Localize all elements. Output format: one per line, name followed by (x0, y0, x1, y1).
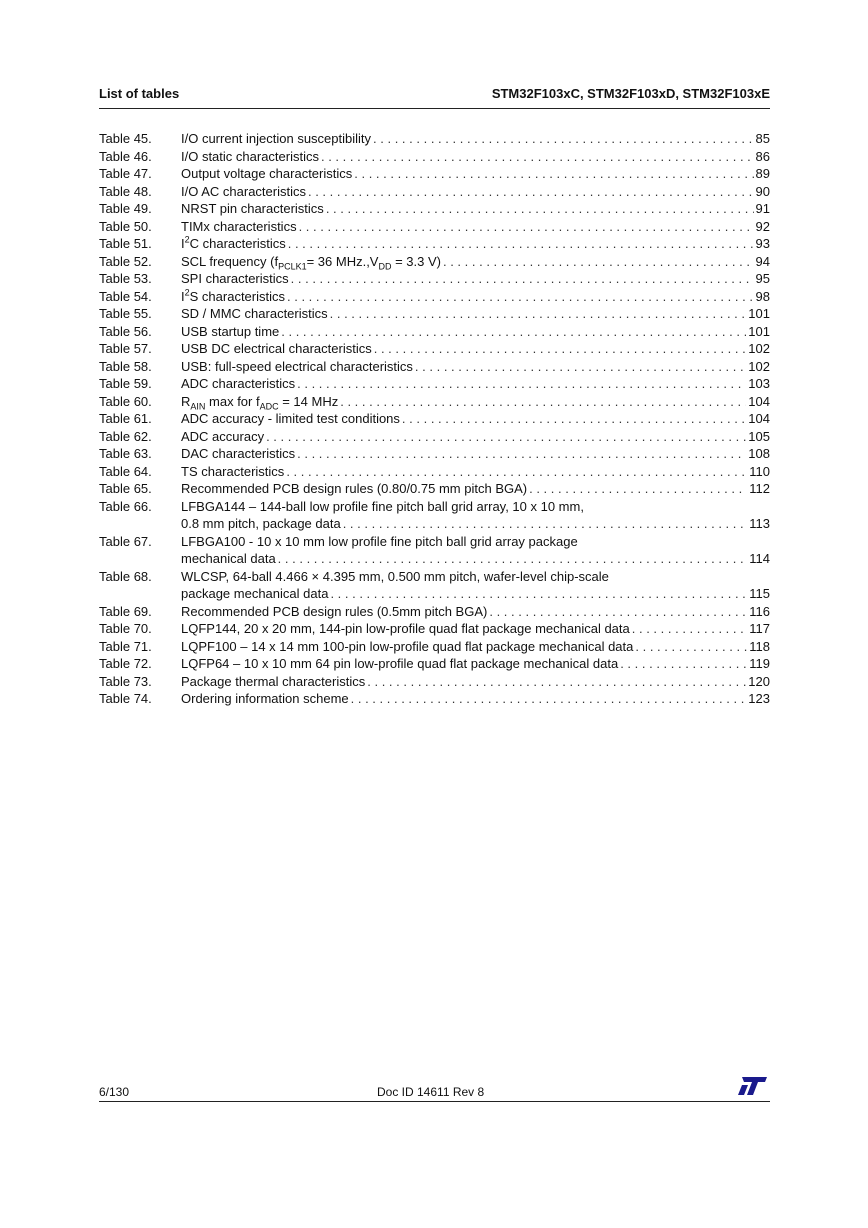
toc-title-part: = 36 MHz.,V (306, 253, 379, 269)
table-number: Table 71. (99, 638, 152, 654)
toc-page-number: 103 (748, 376, 770, 391)
dot-leader (330, 305, 747, 323)
toc-title: Ordering information scheme (181, 691, 349, 706)
toc-title: ADC accuracy (181, 428, 265, 444)
toc-entry[interactable] (99, 428, 770, 446)
table-number: Table 65. (99, 481, 152, 496)
toc-title-part: 2 (184, 287, 190, 298)
table-number: Table 45. (99, 131, 152, 146)
dot-leader (299, 218, 754, 236)
toc-title-part: I (181, 288, 185, 304)
toc-title: Package thermal characteristics (181, 673, 366, 689)
toc-entry[interactable] (99, 235, 770, 253)
toc-title: Recommended PCB design rules (0.80/0.75 mm pitch BGA) (181, 481, 528, 496)
dot-leader (308, 183, 754, 201)
table-number: Table 49. (99, 201, 152, 216)
toc-title-part: PCLK1 (278, 261, 307, 272)
toc-title: USB DC electrical characteristics (181, 341, 372, 356)
table-number: Table 63. (99, 446, 152, 461)
toc-title: USB startup time (181, 323, 280, 339)
toc-title: DAC characteristics (181, 446, 296, 461)
toc-entry[interactable] (99, 358, 770, 376)
toc-entry[interactable] (99, 253, 770, 271)
toc-title: Output voltage characteristics (181, 166, 353, 181)
toc-title: TS characteristics (181, 463, 285, 479)
toc-title-part: S characteristics (189, 288, 286, 304)
toc-title: USB: full-speed electrical characteristics (181, 358, 413, 374)
toc-title-line: LFBGA144 – 144-ball low profile fine pitch ball grid array, 10 x 10 mm, (181, 498, 584, 514)
toc-title: LQFP144, 20 x 20 mm, 144-pin low-profile quad flat package mechanical data (181, 621, 630, 636)
toc-page-number: 105 (748, 428, 770, 444)
toc-page-number: 115 (749, 586, 770, 601)
dot-leader (415, 358, 746, 376)
dot-leader (281, 323, 746, 341)
toc-page-number: 98 (755, 288, 770, 304)
toc-page-number: 104 (748, 411, 770, 426)
toc-title: TIMx characteristics (181, 218, 297, 234)
dot-leader (340, 393, 746, 411)
table-number: Table 72. (99, 656, 152, 671)
dot-leader (351, 690, 747, 708)
toc-title-part: ADC (259, 401, 279, 412)
table-number: Table 58. (99, 358, 152, 374)
table-number: Table 62. (99, 428, 152, 444)
toc-title-part: = 14 MHz (278, 393, 339, 409)
toc-page-number: 113 (749, 516, 770, 531)
toc-title: SPI characteristics (181, 271, 289, 286)
toc-entry[interactable] (99, 130, 770, 148)
dot-leader (632, 620, 748, 638)
dot-leader (330, 585, 747, 603)
toc-title: LQFP64 – 10 x 10 mm 64 pin low-profile quad flat package mechanical data (181, 656, 619, 671)
table-number: Table 47. (99, 166, 152, 181)
toc-entry[interactable] (99, 480, 770, 498)
table-number: Table 60. (99, 393, 152, 409)
toc-page-number: 90 (755, 183, 770, 199)
toc-page-number: 114 (749, 551, 770, 566)
toc-title-part: SCL frequency (f (181, 253, 279, 269)
toc-title-part: C characteristics (189, 236, 286, 251)
table-number: Table 48. (99, 183, 152, 199)
dot-leader (297, 445, 746, 463)
toc-page-number: 94 (755, 253, 770, 269)
toc-page-number: 116 (749, 603, 770, 619)
toc-title (181, 288, 285, 306)
toc-title (181, 393, 338, 411)
toc-title: mechanical data (181, 551, 276, 566)
table-number: Table 55. (99, 306, 152, 321)
dot-leader (635, 638, 747, 656)
toc-title: I/O AC characteristics (181, 183, 306, 199)
table-number: Table 54. (99, 288, 152, 304)
dot-leader (266, 428, 746, 446)
section-title: List of tables (99, 86, 180, 101)
table-number: Table 61. (99, 411, 152, 426)
toc-entry[interactable] (99, 673, 770, 691)
toc-page-number: 85 (755, 131, 770, 146)
toc-title: Recommended PCB design rules (0.5mm pitch BGA) (181, 603, 488, 619)
toc-entry[interactable] (99, 288, 770, 306)
toc-title-part: DD (378, 261, 392, 272)
toc-page-number: 92 (755, 218, 770, 234)
document-title: STM32F103xC, STM32F103xD, STM32F103xE (491, 86, 770, 101)
toc-page-number: 89 (755, 166, 770, 181)
table-number: Table 69. (99, 603, 152, 619)
toc-page-number: 93 (755, 236, 770, 251)
dot-leader (529, 480, 747, 498)
toc-title-part: R (181, 393, 191, 409)
table-number: Table 64. (99, 463, 152, 479)
toc-page-number: 101 (748, 323, 770, 339)
dot-leader (291, 270, 754, 288)
toc-title: 0.8 mm pitch, package data (181, 516, 341, 531)
toc-entry[interactable] (99, 498, 770, 533)
dot-leader (321, 148, 754, 166)
toc-title-line: WLCSP, 64-ball 4.466 × 4.395 mm, 0.500 mm pitch, wafer-level chip-scale (181, 568, 609, 584)
toc-title-part: AIN (190, 401, 206, 412)
toc-entry[interactable] (99, 375, 770, 393)
toc-title: ADC characteristics (181, 376, 296, 391)
dot-leader (373, 130, 754, 148)
toc-title: I/O static characteristics (181, 148, 319, 164)
dot-leader (374, 340, 747, 358)
toc-title: LQPF100 – 14 x 14 mm 100-pin low-profile quad flat package mechanical data (181, 638, 634, 654)
toc-title-part: I (181, 236, 185, 251)
toc-page-number: 118 (749, 638, 770, 654)
toc-entry[interactable] (99, 603, 770, 621)
table-number: Table 46. (99, 148, 152, 164)
toc-title-line: LFBGA100 - 10 x 10 mm low profile fine pitch ball grid array package (181, 533, 578, 549)
toc-title: ADC accuracy - limited test conditions (181, 411, 400, 426)
table-number: Table 59. (99, 376, 152, 391)
toc-entry[interactable] (99, 533, 770, 568)
dot-leader (367, 673, 746, 691)
toc-page-number: 104 (748, 393, 770, 409)
toc-entry[interactable] (99, 690, 770, 708)
table-number: Table 70. (99, 621, 152, 636)
doc-id: Doc ID 14611 Rev 8 (377, 1085, 485, 1099)
toc-entry[interactable] (99, 410, 770, 428)
toc-page-number: 110 (749, 463, 770, 479)
dot-leader (278, 550, 748, 568)
toc-entry[interactable] (99, 445, 770, 463)
toc-page-number: 101 (748, 306, 770, 321)
toc-page-number: 102 (748, 341, 770, 356)
page-footer (99, 1085, 770, 1102)
table-number: Table 73. (99, 673, 152, 689)
toc-entry[interactable] (99, 165, 770, 183)
toc-page-number: 102 (748, 358, 770, 374)
toc-page-number: 119 (749, 656, 770, 671)
toc-page-number: 120 (748, 673, 770, 689)
table-of-contents (99, 130, 770, 708)
toc-entry[interactable] (99, 655, 770, 673)
table-number: Table 68. (99, 568, 152, 584)
toc-entry[interactable] (99, 638, 770, 656)
toc-title-part: max for f (205, 393, 260, 409)
toc-page-number: 95 (755, 271, 770, 286)
toc-entry[interactable] (99, 568, 770, 603)
toc-title: SD / MMC characteristics (181, 306, 328, 321)
toc-entry[interactable] (99, 148, 770, 166)
toc-entry[interactable] (99, 218, 770, 236)
toc-page-number: 108 (748, 446, 770, 461)
toc-entry[interactable] (99, 340, 770, 358)
dot-leader (297, 375, 746, 393)
page-number: 6/130 (99, 1085, 130, 1099)
toc-entry[interactable] (99, 270, 770, 288)
table-number: Table 56. (99, 323, 152, 339)
toc-title: I/O current injection susceptibility (181, 131, 372, 146)
dot-leader (443, 253, 754, 271)
toc-page-number: 123 (748, 691, 770, 706)
table-number: Table 57. (99, 341, 152, 356)
toc-entry[interactable] (99, 305, 770, 323)
toc-page-number: 91 (755, 201, 770, 216)
toc-title-part: = 3.3 V) (391, 253, 441, 269)
table-number: Table 53. (99, 271, 152, 286)
table-number: Table 74. (99, 691, 152, 706)
dot-leader (343, 515, 748, 533)
dot-leader (288, 235, 754, 253)
table-number: Table 52. (99, 253, 152, 269)
dot-leader (326, 200, 754, 218)
st-logo-icon (736, 1075, 768, 1097)
dot-leader (354, 165, 753, 183)
table-number: Table 51. (99, 236, 152, 251)
toc-entry[interactable] (99, 183, 770, 201)
dot-leader (489, 603, 747, 621)
toc-title: NRST pin characteristics (181, 201, 324, 216)
page-header (99, 86, 770, 109)
toc-title (181, 235, 286, 253)
toc-title (181, 253, 441, 271)
toc-title-part: 2 (184, 234, 190, 245)
toc-page-number: 112 (749, 481, 770, 496)
toc-page-number: 117 (749, 621, 770, 636)
toc-page-number: 86 (755, 148, 770, 164)
dot-leader (286, 463, 747, 481)
dot-leader (287, 288, 754, 306)
toc-entry[interactable] (99, 463, 770, 481)
table-number: Table 67. (99, 533, 152, 549)
toc-title: package mechanical data (181, 586, 329, 601)
table-number: Table 50. (99, 218, 152, 234)
dot-leader (620, 655, 747, 673)
toc-entry[interactable] (99, 620, 770, 638)
toc-entry[interactable] (99, 393, 770, 411)
toc-entry[interactable] (99, 323, 770, 341)
dot-leader (402, 410, 746, 428)
toc-entry[interactable] (99, 200, 770, 218)
table-number: Table 66. (99, 498, 152, 514)
